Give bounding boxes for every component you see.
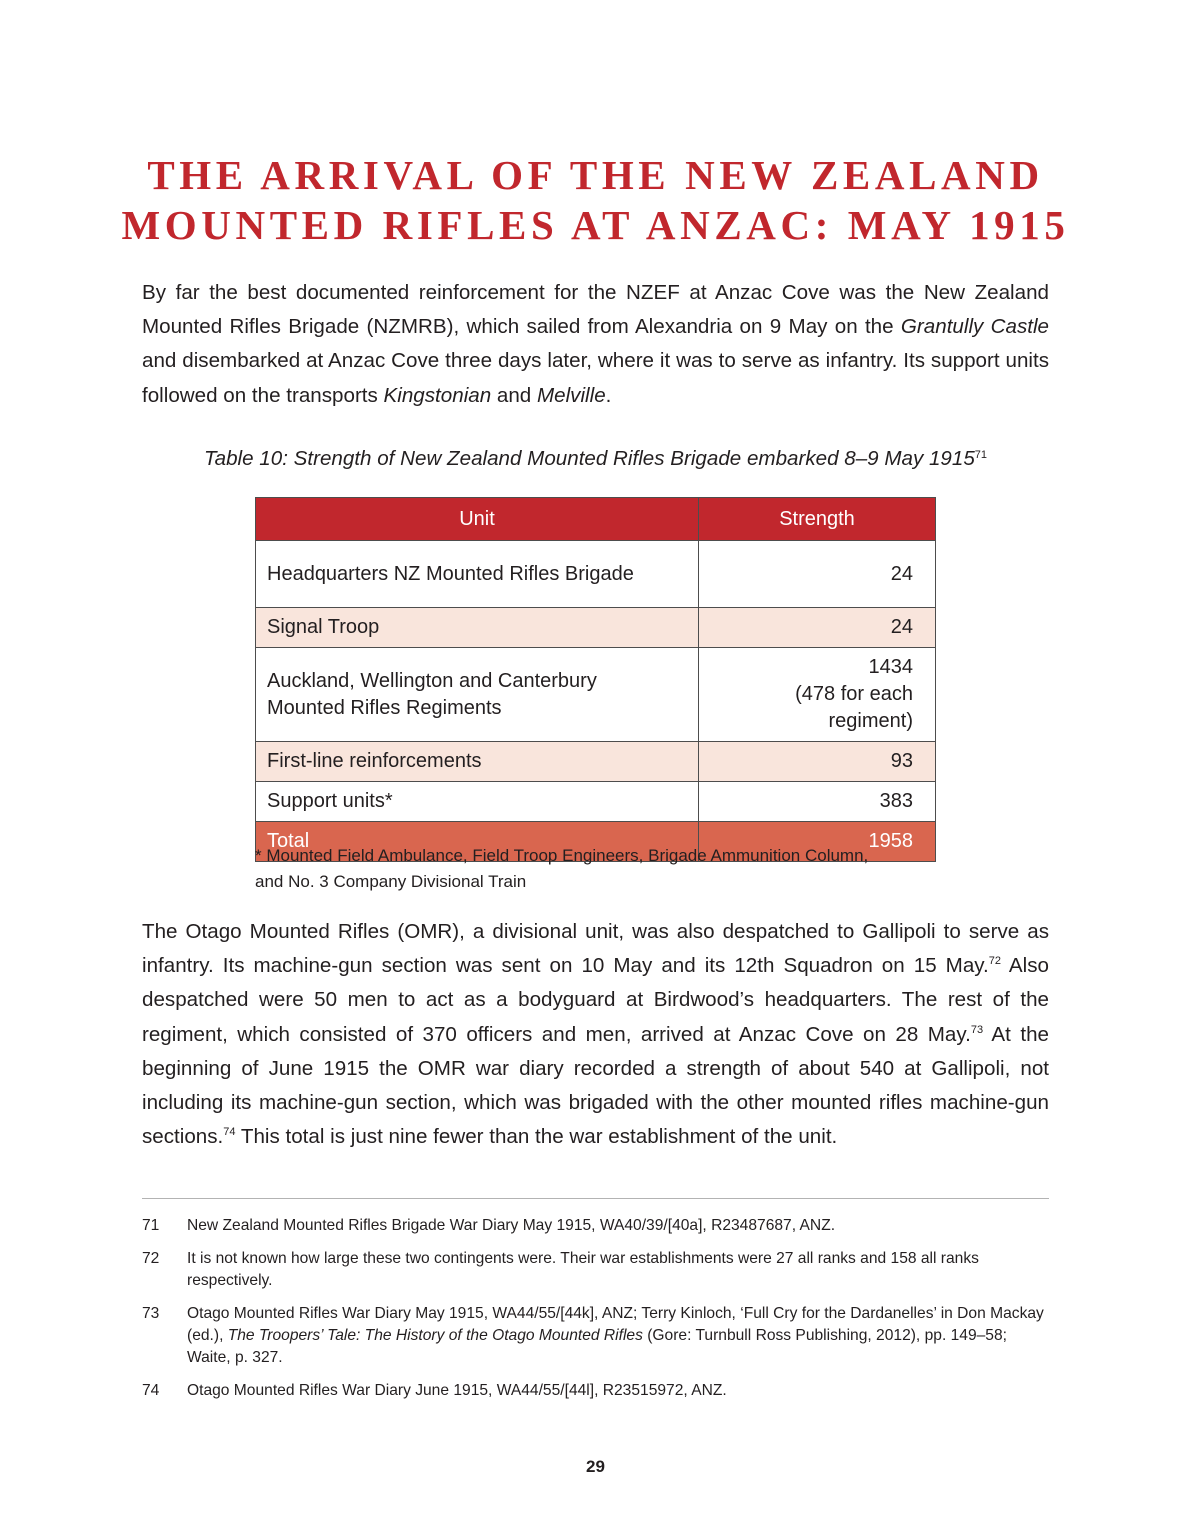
strength-cell: 24 (699, 541, 936, 608)
footnote-72 (142, 1248, 1049, 1292)
table-caption (0, 447, 1191, 471)
strength-cell: 24 (699, 608, 936, 648)
footnote-divider (142, 1198, 1049, 1199)
unit-cell: First-line reinforcements (256, 742, 699, 782)
body-paragraph (142, 915, 1049, 1154)
table-row (256, 541, 936, 608)
table-header-row (256, 498, 936, 541)
body-text: This total is just nine fewer than the war establishment of the unit. (235, 1125, 838, 1149)
table-footnote-line: and No. 3 Company Divisional Train (255, 872, 527, 891)
intro-text: and (491, 383, 537, 407)
strength-cell: 383 (699, 782, 936, 822)
strength-cell: 93 (699, 742, 936, 782)
footnote-ref[interactable]: 73 (970, 1023, 984, 1036)
footnote-number: 72 (142, 1250, 160, 1267)
intro-text: By far the best documented reinforcement for the NZEF at Anzac Cove was the New Zealand Mounted Rifles Brigade (NZMRB), which sailed from Alexandria on 9 May on the (142, 281, 1049, 339)
unit-cell: Headquarters NZ Mounted Rifles Brigade (256, 541, 699, 608)
total-value: 1958 (699, 822, 936, 862)
page-number: 29 (586, 1457, 605, 1476)
ship-name: Melville (536, 383, 606, 407)
footnote-text: It is not known how large these two contingents were. Their war establishments were 27 all ranks and 158 all ranks respectively. (187, 1250, 979, 1289)
caption-text: Table 10: Strength of New Zealand Mounted Rifles Brigade embarked 8–9 May 1915 (203, 447, 975, 470)
strength-value: 1434 (868, 656, 913, 678)
strength-table (255, 497, 936, 862)
footnote-text-part: Otago Mounted Rifles War Diary May 1915, WA44/55/[44k], ANZ; Terry Kinloch, ‘Full Cry for the Dardanelles’ in Don Mackay (ed.), (187, 1305, 1044, 1344)
footnote-text-part: (Gore: Turnbull Ross Publishing, 2012), pp. 149–58; Waite, p. 327. (187, 1327, 1007, 1366)
footnote-text (187, 1303, 1049, 1369)
column-header-unit: Unit (256, 498, 699, 541)
footnote-text: New Zealand Mounted Rifles Brigade War Diary May 1915, WA40/39/[40a], R23487687, ANZ. (187, 1217, 836, 1234)
strength-note: (478 for each regiment) (795, 683, 913, 732)
body-text: The Otago Mounted Rifles (OMR), a divisional unit, was also despatched to Gallipoli to serve as infantry. Its machine-gun section was sent on 10 May and its 12th Squadron on 15 May. (142, 920, 1049, 978)
footnote-71 (142, 1215, 1049, 1237)
intro-text: . (605, 383, 612, 407)
body-text: Also despatched were 50 men to act as a bodyguard at Birdwood’s headquarters. The rest of the regiment, which consisted of 370 officers and men, arrived at Anzac Cove on 28 May. (142, 954, 1049, 1046)
unit-cell: Support units* (256, 782, 699, 822)
table-row (256, 648, 936, 742)
page-title (0, 150, 1191, 250)
unit-cell: Signal Troop (256, 608, 699, 648)
table-footnote (255, 843, 955, 895)
unit-cell: Auckland, Wellington and Canterbury Mounted Rifles Regiments (256, 648, 699, 742)
footnote-ref[interactable]: 74 (223, 1126, 236, 1139)
intro-text: and disembarked at Anzac Cove three days later, where it was to serve as infantry. Its support units followed on the transports (142, 349, 1049, 407)
table-row (256, 782, 936, 822)
footnote-text: Otago Mounted Rifles War Diary June 1915, WA44/55/[44l], R23515972, ANZ. (187, 1382, 727, 1399)
footnote-ref[interactable]: 71 (974, 449, 988, 461)
title-line-1: THE ARRIVAL OF THE NEW ZEALAND (147, 152, 1044, 198)
intro-paragraph (142, 276, 1049, 413)
total-label: Total (256, 822, 699, 862)
book-title: The Troopers’ Tale: The History of the Otago Mounted Rifles (227, 1327, 643, 1344)
table-row (256, 608, 936, 648)
footnote-number: 71 (142, 1217, 160, 1234)
footnote-number: 74 (142, 1382, 160, 1399)
column-header-strength: Strength (699, 498, 936, 541)
title-line-2: MOUNTED RIFLES AT ANZAC: MAY 1915 (121, 202, 1070, 248)
footnote-73 (142, 1303, 1049, 1369)
table-row (256, 742, 936, 782)
table-footnote-line: * Mounted Field Ambulance, Field Troop Engineers, Brigade Ammunition Column, (255, 846, 869, 865)
footnote-ref[interactable]: 72 (988, 955, 1002, 968)
footnote-number: 73 (142, 1305, 160, 1322)
body-text: At the beginning of June 1915 the OMR war diary recorded a strength of about 540 at Gallipoli, not including its machine-gun section, which was brigaded with the other mounted rifles machine-gun sections. (142, 1022, 1049, 1149)
ship-name: Kingstonian (383, 383, 492, 407)
strength-cell (699, 648, 936, 742)
ship-name: Grantully Castle (900, 315, 1049, 339)
footnote-74 (142, 1380, 1049, 1402)
footnotes (142, 1215, 1049, 1413)
